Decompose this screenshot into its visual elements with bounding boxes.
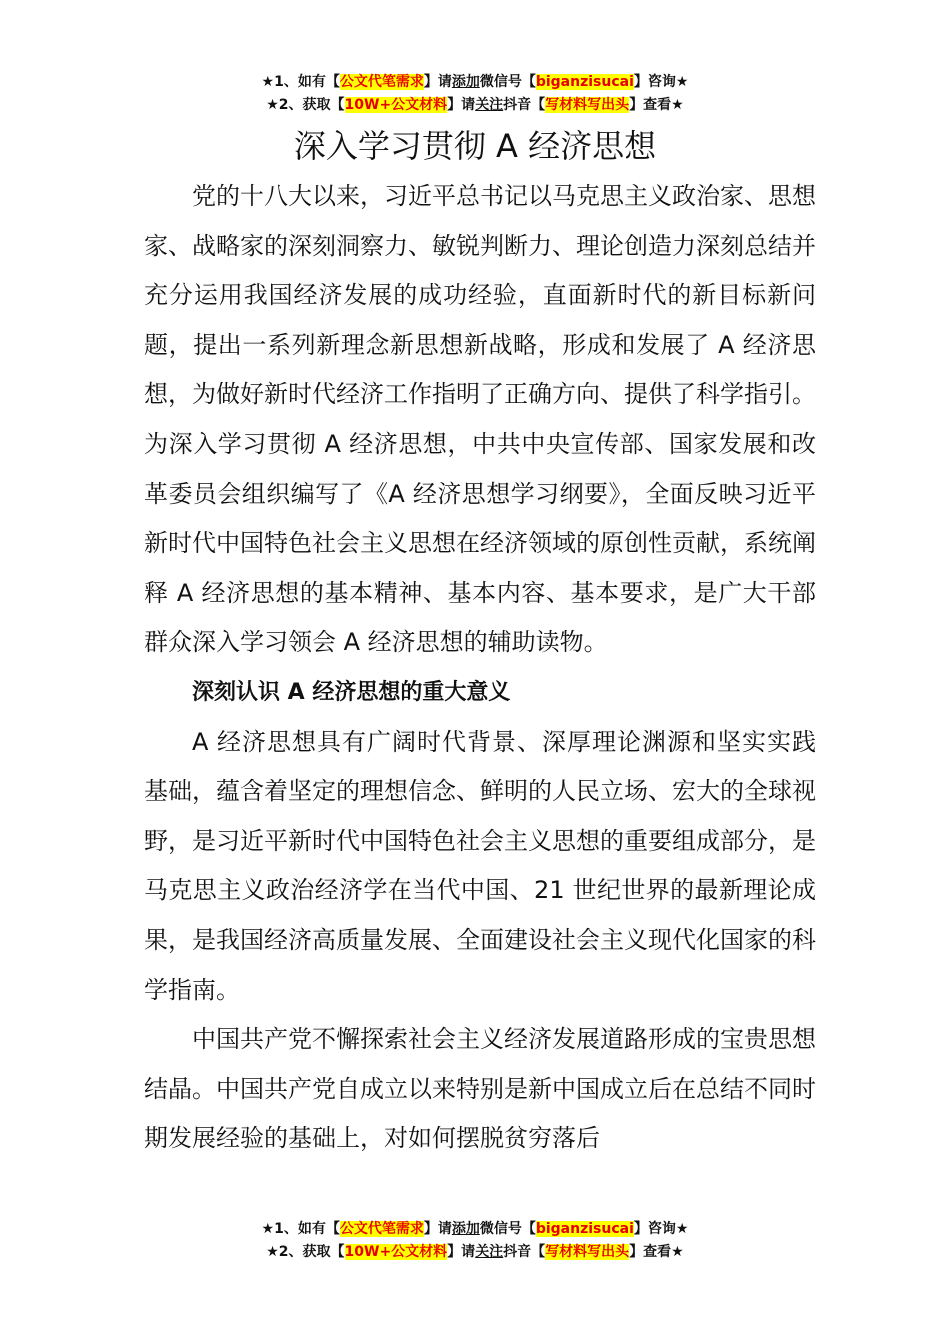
promo-highlight: 10W+公文材料 [344, 97, 448, 113]
body-paragraph: 党的十八大以来，习近平总书记以马克思主义政治家、思想家、战略家的深刻洞察力、敏锐判断力、理论创造力深刻总结并充分运用我国经济发展的成功经验，直面新时代的新目标新问题，提出一系列新理念新思想新战略，形成和发展了 A 经济思想，为做好新时代经济工作指明了正确方向、提供了科学指引。为深入学习贯彻 A 经济思想，中共中央宣传部、国家发展和改革委员会组织编写了《A 经济思想学习纲要》，全面反映习近平新时代中国特色社会主义思想在经济领域的原创性贡献，系统阐释 A 经济思想的基本精神、基本内容、基本要求，是广大干部群众深入学习领会 A 经济思想的辅助读物。 [144, 182, 816, 657]
promo-highlight: biganzisucai [535, 74, 634, 90]
promo-text: 】请 [423, 1221, 452, 1237]
promo-text: ★1、如有【 [261, 1221, 340, 1237]
promo-highlight: biganzisucai [535, 1221, 634, 1237]
promo-line-1 [0, 1218, 950, 1241]
promo-underline: 关注 [475, 1244, 504, 1260]
promo-highlight: 公文代笔需求 [339, 1221, 424, 1237]
promo-text: ★2、获取【 [266, 97, 345, 113]
promo-underline: 关注 [475, 97, 504, 113]
section-heading: 深刻认识 A 经济思想的重大意义 [192, 679, 511, 705]
promo-text: ★1、如有【 [261, 74, 340, 90]
promo-highlight: 写材料写出头 [545, 1244, 630, 1260]
promo-text: 抖音【 [503, 1244, 546, 1260]
promo-text: 微信号【 [479, 74, 536, 90]
document-title: 深入学习贯彻 A 经济思想 [293, 127, 657, 165]
document-body [144, 172, 816, 1164]
promo-line-2 [0, 94, 950, 117]
promo-highlight: 10W+公文材料 [344, 1244, 448, 1260]
promo-line-1 [0, 71, 950, 94]
promo-highlight: 公文代笔需求 [339, 74, 424, 90]
promo-text: 】请 [447, 97, 476, 113]
promo-text: 微信号【 [479, 1221, 536, 1237]
promo-underline: 添加 [451, 1221, 480, 1237]
promo-text: 】请 [423, 74, 452, 90]
promo-banner-top [0, 71, 950, 117]
body-paragraph: 中国共产党不懈探索社会主义经济发展道路形成的宝贵思想结晶。中国共产党自成立以来特别是新中国成立后在总结不同时期发展经验的基础上，对如何摆脱贫穷落后 [144, 1025, 816, 1153]
body-paragraph: A 经济思想具有广阔时代背景、深厚理论渊源和坚实实践基础，蕴含着坚定的理想信念、鲜明的人民立场、宏大的全球视野，是习近平新时代中国特色社会主义思想的重要组成部分，是马克思主义政治经济学在当代中国、21 世纪世界的最新理论成果，是我国经济高质量发展、全面建设社会主义现代化国家的科学指南。 [144, 727, 816, 1004]
promo-text: 抖音【 [503, 97, 546, 113]
promo-highlight: 写材料写出头 [545, 97, 630, 113]
promo-text: 】查看★ [629, 1244, 684, 1260]
promo-text: 】咨询★ [633, 1221, 689, 1237]
promo-banner-bottom [0, 1218, 950, 1264]
promo-text: ★2、获取【 [266, 1244, 345, 1260]
promo-text: 】查看★ [629, 97, 684, 113]
promo-text: 】咨询★ [633, 74, 689, 90]
promo-text: 】请 [447, 1244, 476, 1260]
promo-line-2 [0, 1241, 950, 1264]
promo-underline: 添加 [451, 74, 480, 90]
